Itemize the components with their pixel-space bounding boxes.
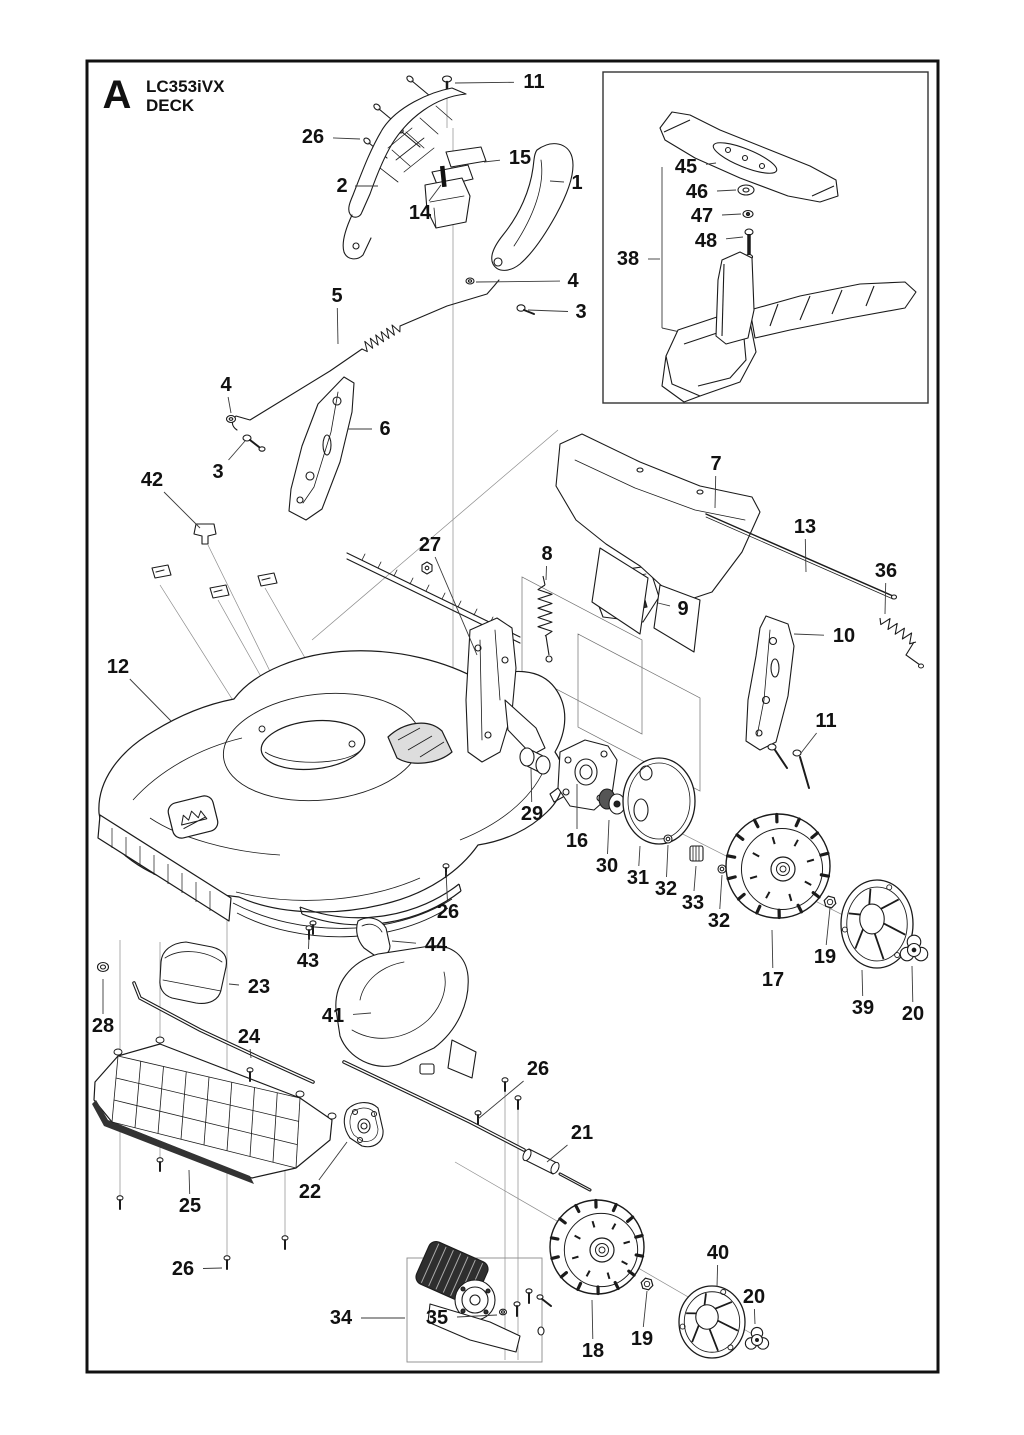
callout-label-22: 22 — [298, 1181, 322, 1203]
callout-label-14: 14 — [408, 202, 432, 224]
callout-leader-26 — [203, 1268, 222, 1269]
callout-leader-42 — [164, 492, 200, 528]
clutch-30 — [599, 789, 625, 814]
callout-label-13: 13 — [793, 516, 817, 538]
bolt-3-left — [243, 435, 265, 451]
callout-leader-26 — [333, 138, 360, 139]
model-name: LC353iVX — [146, 77, 225, 96]
callout-label-20: 20 — [901, 1003, 925, 1025]
callout-label-5: 5 — [331, 285, 343, 307]
flap-44 — [357, 918, 390, 956]
section-title: DECK — [146, 96, 195, 115]
callout-leader-20 — [912, 966, 913, 1002]
callout-label-26: 26 — [526, 1058, 550, 1080]
callout-label-12: 12 — [106, 656, 130, 678]
callout-label-11: 11 — [815, 710, 837, 732]
callout-leader-30 — [608, 820, 610, 854]
callout-label-20: 20 — [742, 1286, 766, 1308]
callout-label-27: 27 — [418, 534, 442, 556]
clip-42 — [194, 524, 216, 544]
cable-5 — [232, 280, 499, 430]
callout-leader-19 — [643, 1291, 647, 1327]
cover-23 — [160, 942, 227, 1003]
callout-leader-27 — [435, 557, 477, 655]
callout-label-26: 26 — [171, 1258, 195, 1280]
callout-label-38: 38 — [616, 248, 640, 270]
callout-label-43: 43 — [296, 950, 320, 972]
callout-leader-36 — [885, 583, 886, 614]
callout-label-18: 18 — [581, 1340, 605, 1362]
callout-leader-48 — [726, 237, 743, 239]
callout-label-28: 28 — [91, 1015, 115, 1037]
handle-grip-right — [492, 144, 573, 271]
callout-leader-12 — [130, 679, 171, 721]
callout-leader-43 — [309, 936, 310, 949]
callout-label-19: 19 — [630, 1328, 654, 1350]
callout-label-45: 45 — [674, 156, 698, 178]
inset-box — [603, 72, 928, 403]
transmission-34 — [407, 1239, 551, 1362]
callout-label-48: 48 — [694, 230, 718, 252]
rear-guard-7 — [556, 434, 760, 652]
callout-leader-40 — [717, 1265, 718, 1287]
screws-35 — [500, 1289, 552, 1316]
callout-label-11: 11 — [523, 71, 545, 93]
callout-label-10: 10 — [832, 625, 856, 647]
washer-28 — [98, 963, 109, 972]
callout-label-25: 25 — [178, 1195, 202, 1217]
axle-tip — [538, 1327, 544, 1335]
callout-leader-21 — [547, 1145, 568, 1162]
nut-19-b — [641, 1278, 653, 1290]
callout-label-34: 34 — [329, 1307, 353, 1329]
title-block — [103, 73, 226, 117]
drive-disc-31 — [623, 758, 695, 844]
inset-bracket-lines — [662, 167, 680, 332]
callout-leader-10 — [794, 634, 824, 635]
callout-label-21: 21 — [570, 1122, 594, 1144]
callout-leader-13 — [805, 539, 806, 572]
callout-leader-3 — [229, 441, 246, 460]
callout-label-47: 47 — [690, 205, 714, 227]
section-letter: A — [102, 73, 132, 117]
right-wheel-train — [550, 740, 726, 873]
bolt-3-top — [517, 305, 534, 314]
washer-4-top — [466, 278, 474, 284]
callout-label-7: 7 — [710, 453, 722, 475]
callout-label-29: 29 — [520, 803, 544, 825]
callout-leader-32 — [720, 875, 722, 909]
callout-label-42: 42 — [140, 469, 164, 491]
hubcap-40 — [679, 1286, 745, 1358]
pivot-plate-22 — [344, 1103, 383, 1147]
callout-leader-46 — [717, 190, 736, 191]
mulch-housing-41 — [336, 946, 476, 1078]
callout-leader-44 — [392, 941, 416, 943]
callout-label-4: 4 — [220, 374, 232, 396]
callout-label-40: 40 — [706, 1242, 730, 1264]
callout-label-19: 19 — [813, 946, 837, 968]
callout-label-1: 1 — [571, 172, 583, 194]
callout-label-15: 15 — [508, 147, 532, 169]
callout-label-32: 32 — [707, 910, 731, 932]
callout-leader-47 — [722, 214, 741, 215]
callout-leader-22 — [319, 1142, 347, 1180]
callout-label-26: 26 — [436, 901, 460, 923]
washer-32-b — [718, 865, 726, 873]
callout-leader-3 — [528, 310, 568, 312]
callout-label-31: 31 — [626, 867, 650, 889]
washer-4-left — [227, 416, 236, 423]
callout-leader-17 — [772, 930, 773, 968]
blade-washer — [738, 185, 754, 195]
cable-5-spring — [362, 325, 400, 352]
callout-leader-18 — [592, 1300, 593, 1339]
callout-leader-4 — [228, 397, 231, 413]
callout-label-23: 23 — [247, 976, 271, 998]
callout-leader-11 — [455, 82, 514, 83]
callout-label-46: 46 — [685, 181, 709, 203]
callout-label-4: 4 — [567, 270, 579, 292]
callout-label-9: 9 — [677, 598, 689, 620]
spring-36 — [880, 618, 924, 668]
wheel-17 — [726, 814, 830, 918]
callout-leader-39 — [862, 970, 863, 996]
bracket-10 — [746, 616, 794, 750]
nut-19-a — [824, 896, 836, 908]
callout-label-16: 16 — [565, 830, 589, 852]
callout-leader-19 — [826, 908, 830, 945]
callout-label-17: 17 — [761, 969, 785, 991]
callout-label-24: 24 — [237, 1026, 261, 1048]
callout-label-8: 8 — [541, 543, 553, 565]
wheel-18 — [550, 1200, 644, 1294]
nut-27 — [422, 562, 432, 574]
mulch-plug — [662, 252, 916, 402]
callout-label-3: 3 — [575, 301, 587, 323]
callout-label-6: 6 — [379, 418, 391, 440]
callout-label-3: 3 — [212, 461, 224, 483]
bracket-6 — [289, 377, 354, 520]
blade-nut — [743, 211, 753, 218]
callout-label-2: 2 — [336, 175, 348, 197]
callout-label-33: 33 — [681, 892, 705, 914]
callout-leader-8 — [546, 566, 547, 580]
callout-leader-33 — [694, 866, 696, 891]
deck-clips — [152, 565, 277, 598]
callout-leader-24 — [250, 1049, 251, 1058]
washer-32-a — [664, 835, 672, 843]
callout-label-26: 26 — [301, 126, 325, 148]
callout-leader-31 — [639, 846, 640, 866]
callout-label-41: 41 — [321, 1005, 345, 1027]
callout-label-35: 35 — [425, 1307, 449, 1329]
mid-left-parts — [152, 377, 354, 598]
upper-mount-assembly — [232, 75, 573, 430]
knob-20-b — [745, 1327, 768, 1349]
callout-label-44: 44 — [424, 934, 448, 956]
callout-leader-11 — [801, 733, 817, 753]
pinion-33 — [690, 846, 703, 861]
callout-leader-32 — [667, 845, 669, 877]
callout-label-32: 32 — [654, 878, 678, 900]
callout-leader-5 — [337, 308, 338, 344]
callout-leader-23 — [229, 984, 239, 985]
tray-25 — [92, 1037, 336, 1184]
callout-leader-4 — [476, 281, 560, 282]
callout-label-36: 36 — [874, 560, 898, 582]
callout-label-39: 39 — [851, 997, 875, 1019]
callout-leader-25 — [189, 1170, 190, 1194]
callout-label-30: 30 — [595, 855, 619, 877]
callout-leader-20 — [754, 1309, 755, 1324]
